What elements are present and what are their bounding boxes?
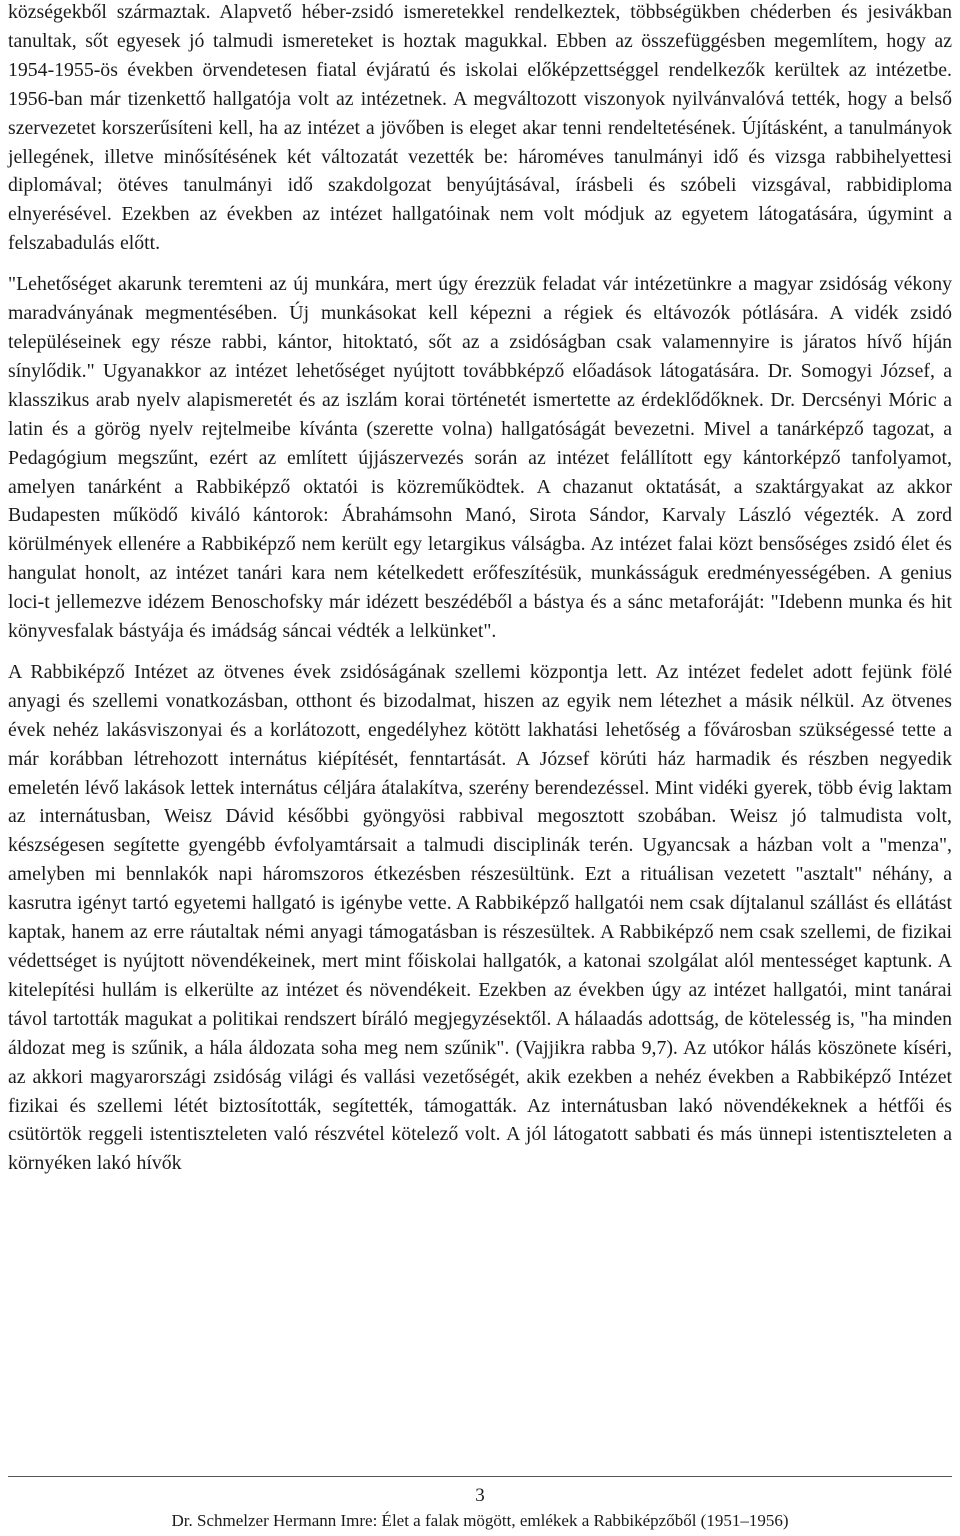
paragraph-3: A Rabbiképző Intézet az ötvenes évek zsidóságának szellemi központja lett. Az intézet fedelet adott fejünk fölé anyagi és szellemi vonatkozásban, otthont és bizodalmat, hiszen az egyik nem létezhet a másik nélkül. Az ötvenes évek nehéz lakásviszonyai és a korlátozott, engedélyhez kötött lakhatási lehetőség a fővárosban szükségessé tette a már korábban létrehozott internátus kiépítését, fenntartását. A József körúti ház harmadik és részben negyedik emeletén lévő lakások lettek internátus céljára átalakítva, szerény berendezéssel. Mint vidéki gyerek, több évig laktam az internátusban, Weisz Dávid későbbi gyöngyösi rabbival megosztott szobában. Weisz jó talmudista volt, készségesen segítette gyengébb évfolyamtársait a talmudi disciplinák terén. Ugyancsak a házban volt a "menza", amelyben mi bennlakók napi háromszoros étkezésben részesültünk. Ezt a rituálisan vezetett "asztalt" néhány, a kasrutra igényt tartó egyetemi hallgató is igénybe vette. A Rabbiképző hallgatói nem csak díjtalanul szállást és ellátást kaptak, hanem az erre ráutaltak némi anyagi támogatásban is részesültek. A Rabbiképző nem csak szellemi, de fizikai védettséget is nyújtott növendékeinek, mert mint főiskolai hallgatók, a katonai szolgálat alól mentességet kaptunk. A kitelepítési hullám is elkerülte az intézet és növendékeit. Ezekben az években úgy az intézet hallgatói, mint tanárai távol tartották magukat a politikai rendszert bíráló megjegyzésektől. A hálaadás adottság, de kötelesség is, "ha minden áldozat meg is szűnik, a hála áldozata soha meg nem szűnik". (Vajjikra rabba 9,7). Az utókor hálás köszönete kíséri, az akkori magyarországi zsidóság világi és vallási vezetőségét, akik ezekben a nehéz években a Rabbiképző Intézet fizikai és szellemi létét biztosították, segítették, támogatták. Az internátusban lakó növendékeknek a hétfői és csütörtök reggeli istentiszteleten való részvétel kötelező volt. A jól látogatott sabbati és más ünnepi istentiszteleten a környéken lakó hívők — [8, 660, 952, 1175]
running-footer: Dr. Schmelzer Hermann Imre: Élet a falak mögött, emlékek a Rabbiképzőből (1951–1956) — [171, 1511, 789, 1530]
document-body — [8, 0, 952, 1178]
page-number: 3 — [475, 1485, 485, 1506]
paragraph-1: községekből származtak. Alapvető héber-zsidó ismeretekkel rendelkeztek, többségükben chéderben és jesivákban tanultak, sőt egyesek jó talmudi ismereteket is hoztak magukkal. Ebben az összefüggésben megemlítem, hogy az 1954-1955-ös években örvendetesen fiatal évjáratú és iskolai előképzettséggel rendelkezők kerültek az intézetbe. 1956-ban már tizenkettő hallgatója volt az intézetnek. A megváltozott viszonyok nyilvánvalóvá tették, hogy a belső szervezetet korszerűsíteni kell, ha az intézet a jövőben is eleget akar tenni rendeltetésének. Újításként, a tanulmányok jellegének, illetve minősítésének két változatát vezették be: hároméves tanulmányi idő és vizsga rabbihelyettesi diplomával; ötéves tanulmányi idő szakdolgozat benyújtásával, írásbeli és szóbeli vizsgával, rabbidiploma elnyerésével. Ezekben az években az intézet hallgatóinak nem volt módjuk az egyetem látogatására, úgymint a felszabadulás előtt. — [8, 1, 952, 255]
footer-divider — [8, 1476, 952, 1477]
paragraph-2: "Lehetőséget akarunk teremteni az új munkára, mert úgy érezzük feladat vár intézetünkre a magyar zsidóság vékony maradványának megmentésében. Új munkásokat kell képezni a régiek és eltávozók pótlására. A vidék zsidó településeinek egy része rabbi, kántor, hitoktató, sőt az a zsidóságban csak valamennyire is járatos hívő híján sínylődik." Ugyanakkor az intézet lehetőséget nyújtott továbbképző előadások látogatására. Dr. Somogyi József, a klasszikus arab nyelv alapismeretét és az iszlám korai történetét ismertette az érdeklődőknek. Dr. Dercsényi Móric a latin és a görög nyelv rejtelmeibe kívánta (szerette volna) hallgatóságát bevezetni. Mivel a tanárképző tagozat, a Pedagógium megszűnt, ezért az említett újjászervezés során az intézet felállított egy kántorképző tanfolyamot, amelyen tanárként a Rabbiképző oktatói is közreműködtek. A chazanut oktatását, a szaktárgyakat az akkor Budapesten működő kiváló kántorok: Ábrahámsohn Manó, Sirota Sándor, Karvaly László végezték. A zord körülmények ellenére a Rabbiképző nem került egy letargikus válságba. Az intézet falai közt bensőséges zsidó élet és hangulat honolt, az intézet tanári kara nem kételkedett erőfeszítésük, munkásságuk eredményességében. A genius loci-t jellemezve idézem Benoschofsky már idézett beszédéből a bástya és a sánc metaforáját: "Idebenn munka és hit könyvesfalak bástyája és imádság sáncai védték a lelkünket". — [8, 273, 952, 643]
